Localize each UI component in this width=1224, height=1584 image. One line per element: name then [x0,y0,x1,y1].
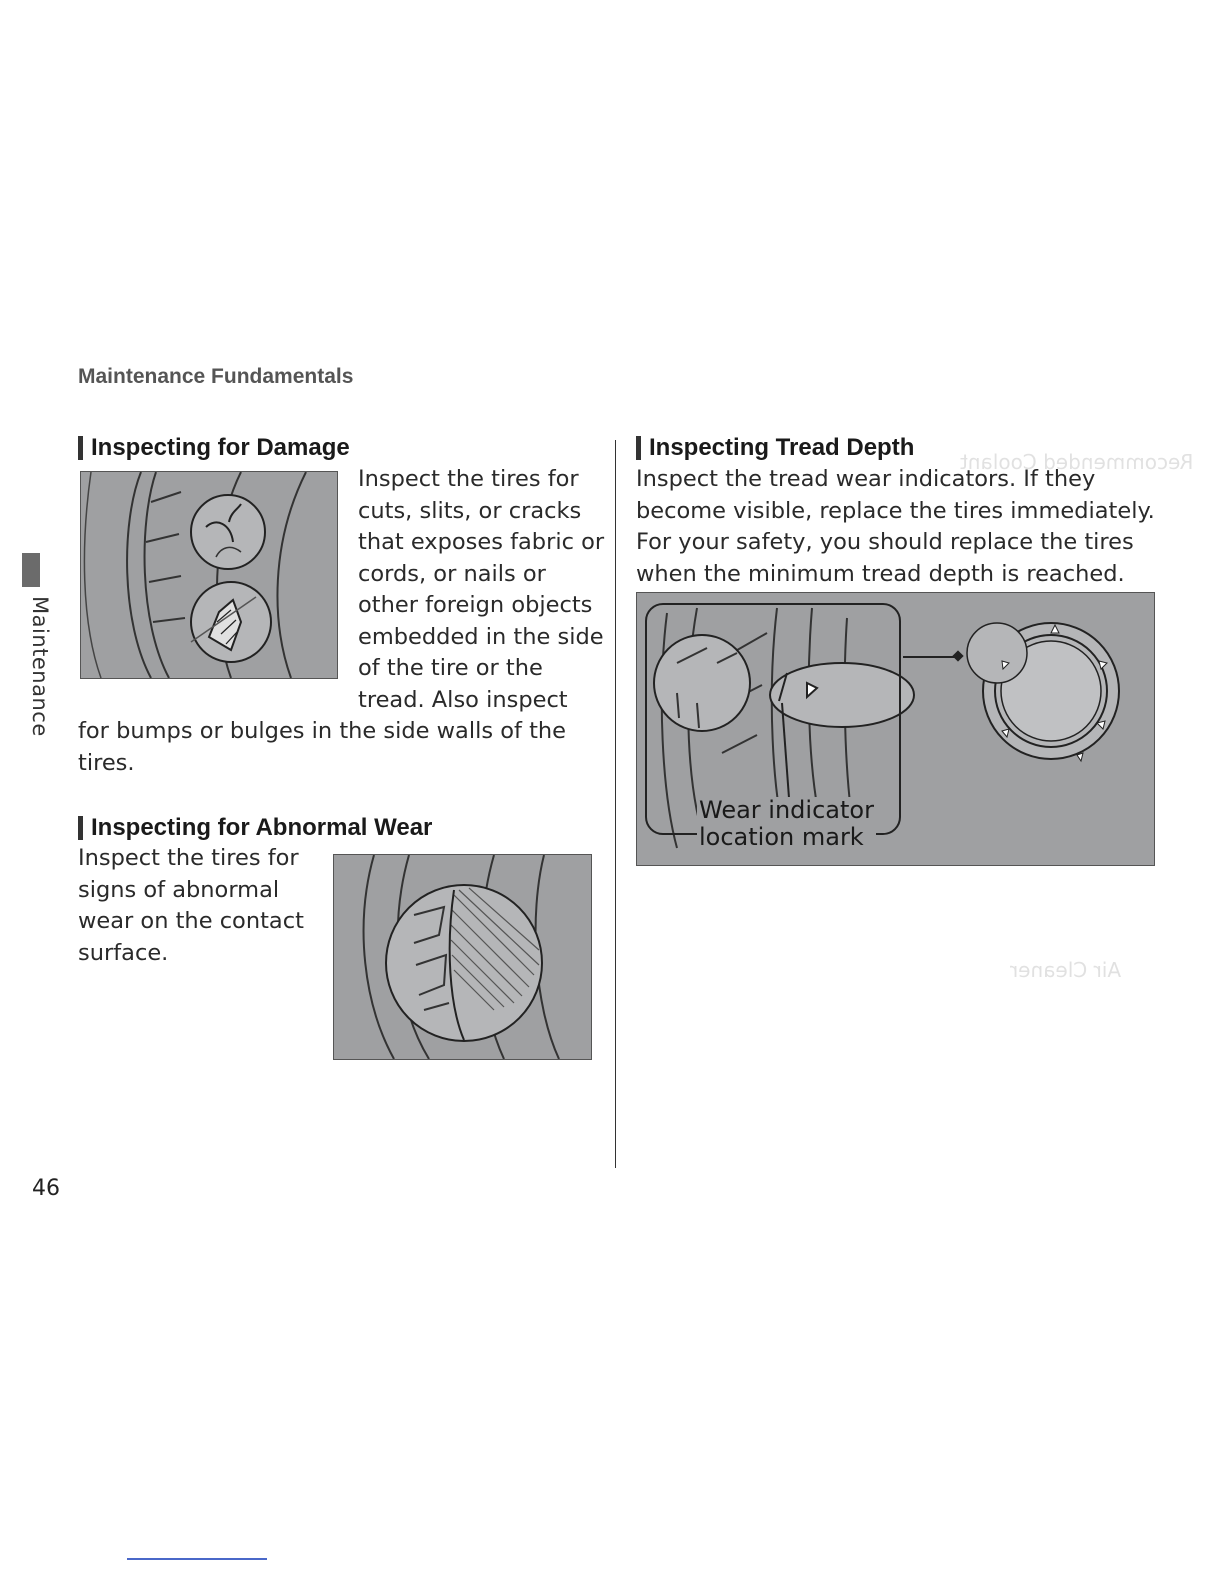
text-line: wear on the contact [78,908,304,934]
text-line: cuts, slits, or cracks [358,497,582,524]
footer-link-underline[interactable] [127,1558,267,1560]
heading-bar-icon [636,436,641,460]
text-line: of the tire or the [358,655,543,681]
text-line: signs of abnormal [78,876,280,903]
text-line: tread. Also inspect [358,686,568,713]
heading-bar-icon [78,436,83,460]
section-title-text: Inspecting for Damage [91,434,350,461]
text-line: that exposes fabric or [358,529,605,555]
caption-line: location mark [699,823,864,851]
column-divider [615,440,616,1168]
text-line: Inspect the tread wear indicators. If they [636,466,1096,492]
text-line: Inspect the tires for [358,466,579,492]
text-line: embedded in the side [358,623,604,650]
tread-depth-text-block [636,464,1155,590]
abnormal-wear-drawing [334,855,591,1059]
section-title-damage [78,434,350,462]
abnormal-wear-text-block [78,843,304,969]
tire-damage-drawing [81,472,337,678]
section-tab-marker [22,553,40,587]
page-header: Maintenance Fundamentals [78,365,354,388]
text-line: other foreign objects [358,592,593,618]
section-title-tread-depth [636,434,914,462]
tread-wear-indicator-illustration [636,592,1155,866]
section-title-text: Inspecting for Abnormal Wear [91,814,433,841]
wear-indicator-caption [697,797,876,851]
text-line: For your safety, you should replace the tires [636,529,1134,555]
text-line: surface. [78,939,169,966]
bleed-through-text: Air Cleaner [1010,958,1122,982]
bleed-through-text: Recommended Coolant [960,450,1194,474]
tire-damage-illustration [80,471,338,679]
section-title-abnormal-wear [78,814,432,842]
page-number: 46 [32,1176,60,1201]
heading-bar-icon [78,816,83,840]
text-line: tires. [78,749,135,776]
text-line: become visible, replace the tires immediately. [636,497,1155,524]
text-line: when the minimum tread depth is reached. [636,560,1125,587]
section-title-text: Inspecting Tread Depth [649,434,915,461]
text-line: cords, or nails or [358,560,546,587]
damage-text-block [358,464,604,716]
damage-text-continuation [78,716,566,779]
text-line: for bumps or bulges in the side walls of the [78,718,566,744]
text-line: Inspect the tires for [78,845,299,871]
abnormal-wear-illustration [333,854,592,1060]
caption-line: Wear indicator [699,796,874,824]
section-tab-label: Maintenance [28,596,52,737]
